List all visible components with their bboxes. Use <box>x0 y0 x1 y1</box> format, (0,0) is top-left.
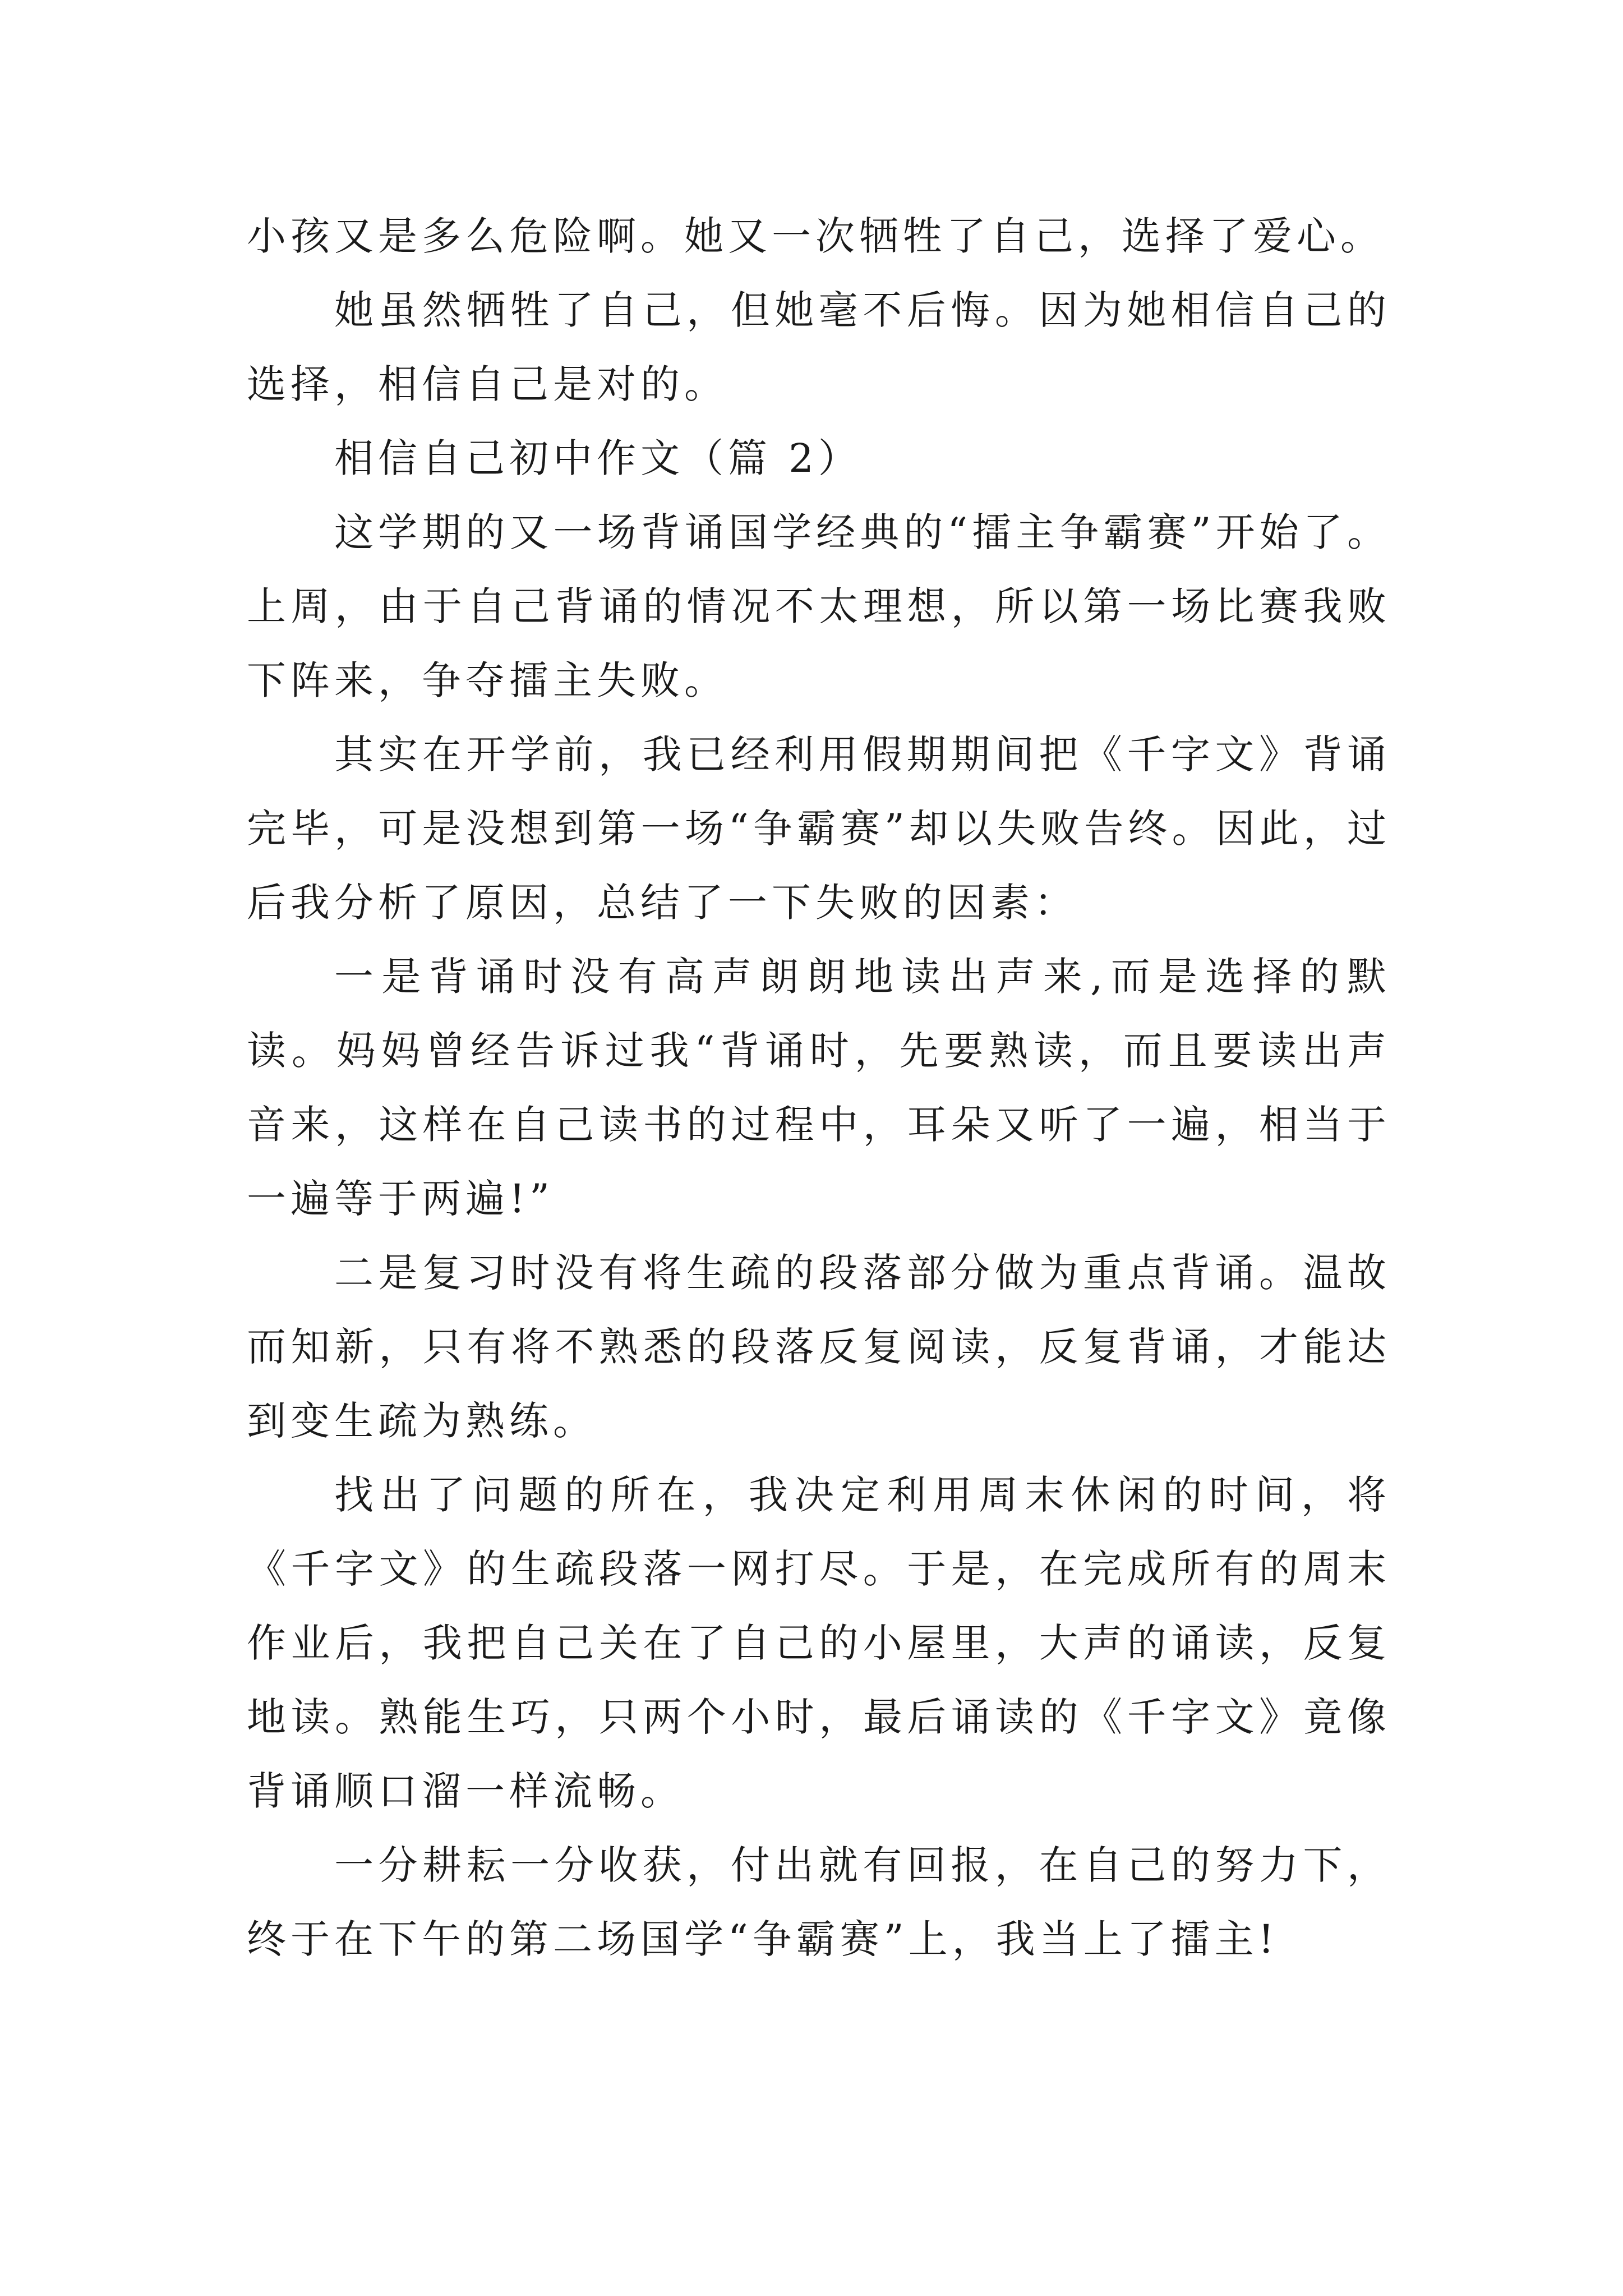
paragraph: 二是复习时没有将生疏的段落部分做为重点背诵。温故而知新，只有将不熟悉的段落反复阅读，反复背诵，才能达到变生疏为熟练。 <box>247 1250 1391 1444</box>
paragraph: 一分耕耘一分收获，付出就有回报，在自己的努力下，终于在下午的第二场国学“争霸赛”上，我当上了擂主! <box>247 1842 1391 1962</box>
paragraph: 找出了问题的所在，我决定利用周末休闲的时间，将《千字文》的生疏段落一网打尽。于是，在完成所有的周末作业后，我把自己关在了自己的小屋里，大声的诵读，反复地读。熟能生巧，只两个小时，最后诵读的《千字文》竟像背诵顺口溜一样流畅。 <box>247 1472 1391 1814</box>
section-heading: 相信自己初中作文（篇 2） <box>334 435 862 481</box>
paragraph: 其实在开学前，我已经利用假期期间把《千字文》背诵完毕，可是没想到第一场“争霸赛”却以失败告终。因此，过后我分析了原因，总结了一下失败的因素： <box>247 731 1391 926</box>
paragraph: 她虽然牺牲了自己，但她毫不后悔。因为她相信自己的选择，相信自己是对的。 <box>247 287 1391 407</box>
document-body <box>247 199 1391 1976</box>
paragraph-continuation: 小孩又是多么危险啊。她又一次牺牲了自己，选择了爱心。 <box>247 213 1384 259</box>
paragraph: 这学期的又一场背诵国学经典的“擂主争霸赛”开始了。上周，由于自己背诵的情况不太理想，所以第一场比赛我败下阵来，争夺擂主失败。 <box>247 509 1391 703</box>
paragraph: 一是背诵时没有高声朗朗地读出声来,而是选择的默读。妈妈曾经告诉过我“背诵时，先要熟读，而且要读出声音来，这样在自己读书的过程中，耳朵又听了一遍，相当于一遍等于两遍!” <box>247 954 1391 1222</box>
